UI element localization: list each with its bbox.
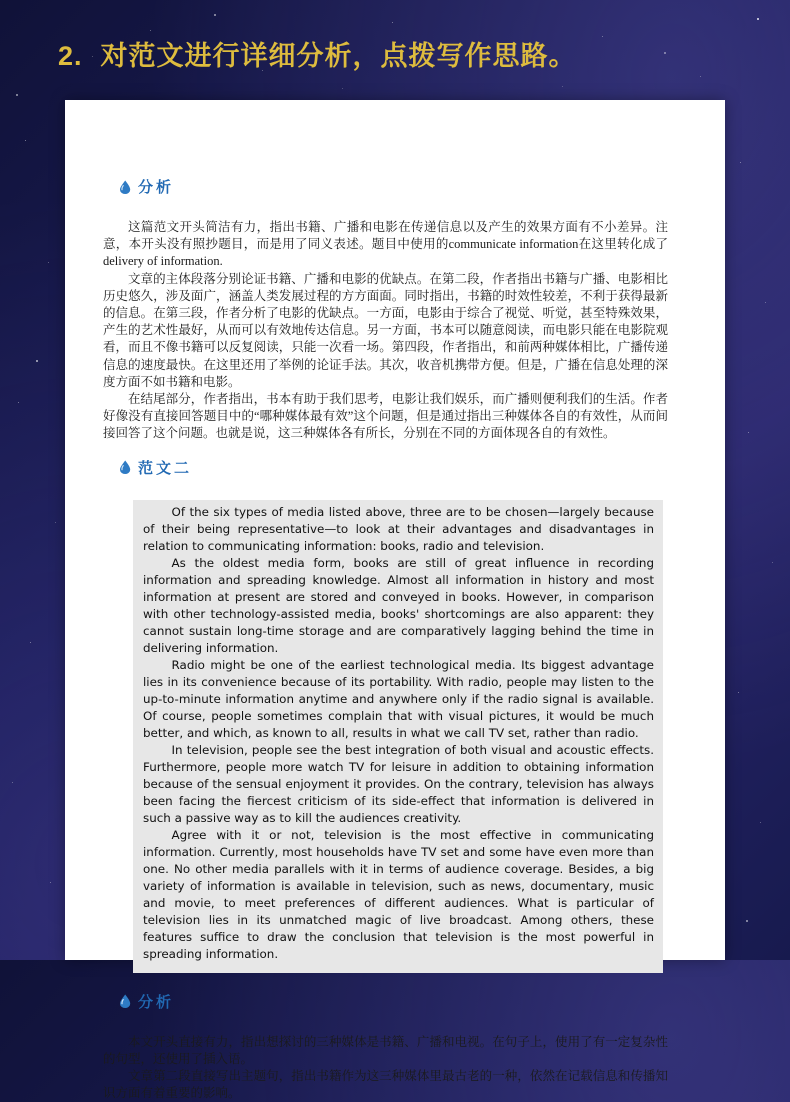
section-header-essay: [119, 457, 668, 478]
section-title: 分析: [138, 994, 175, 1011]
essay-paragraph: Agree with it or not, television is the most effective in communicating information. Currently, most households have TV set and some have even more than one. No other media parallels with it in terms of audience coverage. Besides, a big variety of information is available in television, such as news, documentary, music and movie, to meet preferences of different audiences. What is particular of television lies in its unmatched magic of live broadcast. Among others, these features suffice to draw the conclusion that television is the most powerful in spreading information.: [143, 827, 654, 961]
essay-paragraph: In television, people see the best integration of both visual and acoustic effects. Furthermore, people more watch TV for leisure in addition to obtaining information because of the sensual enjoyment it provides. On the contrary, television has always been facing the fiercest criticism of its side-effect that information is delivered in such a passive way as to kill the audiences creativity.: [143, 742, 654, 825]
analysis-paragraph: 本文开头直接有力，指出想探讨的三种媒体是书籍、广播和电视。在句子上，使用了有一定复杂性的句型，还使用了插入语。: [103, 1034, 668, 1066]
model-essay-box: [133, 500, 663, 973]
section-header-analysis-1: [119, 176, 668, 197]
section-marker-icon: [119, 180, 131, 194]
model-essay-section: [103, 457, 668, 973]
analysis-paragraph: 文章的主体段落分别论证书籍、广播和电影的优缺点。在第二段，作者指出书籍与广播、电影相比历史悠久，涉及面广，涵盖人类发展过程的方方面面。同时指出，书籍的时效性较差，不利于获得最新的信息。在第三段，作者分析了电影的优缺点。一方面，电影由于综合了视觉、听觉，甚至特殊效果，产生的艺术性最好，从而可以有效地传达信息。另一方面，书本可以随意阅读，而电影只能在电影院观看，而且不像书籍可以反复阅读，只能一次看一场。第四段，作者指出，和前两种媒体相比，广播传递信息的速度最快。在这里还用了举例的论证手法。其次，收音机携带方便。但是，广播在信息处理的深度方面不如书籍和电影。: [103, 271, 668, 389]
slide-heading-text: 对范文进行详细分析，点拨写作思路。: [100, 41, 577, 71]
section-header-analysis-2: [119, 991, 668, 1012]
analysis-paragraph: 在结尾部分，作者指出，书本有助于我们思考，电影让我们娱乐，而广播则便利我们的生活。作者好像没有直接回答题目中的“哪种媒体最有效”这个问题，但是通过指出三种媒体各自的有效性，从而间接回答了这个问题。也就是说，这三种媒体各有所长，分别在不同的方面体现各自的有效性。: [103, 392, 668, 441]
slide-heading-number: 2.: [58, 41, 83, 71]
analysis-paragraph: 这篇范文开头简洁有力，指出书籍、广播和电影在传递信息以及产生的效果方面有不小差异。注意，本开头没有照抄题目，而是用了同义表述。题目中使用的communicate information在这里转化成了delivery of information.: [103, 220, 668, 269]
section-title: 分析: [138, 180, 175, 196]
starfield-big: [0, 0, 2, 2]
section-title: 范文二: [138, 460, 193, 477]
analysis-paragraph: 文章第二段直接写出主题句，指出书籍作为这三种媒体里最古老的一种，依然在记载信息和传播知识方面有着重要的影响。: [103, 1069, 668, 1101]
essay-paragraph: As the oldest media form, books are still of great influence in recording information and spreading knowledge. Almost all information in history and most information at present are stored and conveyed in books. However, in comparison with other technology-assisted media, books' shortcomings are also apparent: they cannot sustain long-time storage and are comparatively lagging behind the time in delivering information.: [143, 555, 654, 655]
analysis-section-2: [103, 991, 668, 1102]
section-marker-icon: [119, 460, 131, 474]
document-page: [65, 100, 725, 1101]
section-marker-icon: [119, 994, 131, 1008]
essay-paragraph: Radio might be one of the earliest technological media. Its biggest advantage lies in its convenience because of its portability. With radio, people may listen to the up-to-minute information anytime and anywhere only if the radio signal is available. Of course, people sometimes complain that with visual pictures, it would be much better, and which, as known to all, results in what we call TV set, rather than radio.: [143, 657, 654, 740]
slide-heading: [58, 34, 577, 73]
analysis-section-1: [103, 176, 668, 443]
essay-paragraph: Of the six types of media listed above, three are to be chosen—largely because of their being representative—to look at their advantages and disadvantages in relation to communicating information: books, radio and television.: [143, 504, 654, 553]
